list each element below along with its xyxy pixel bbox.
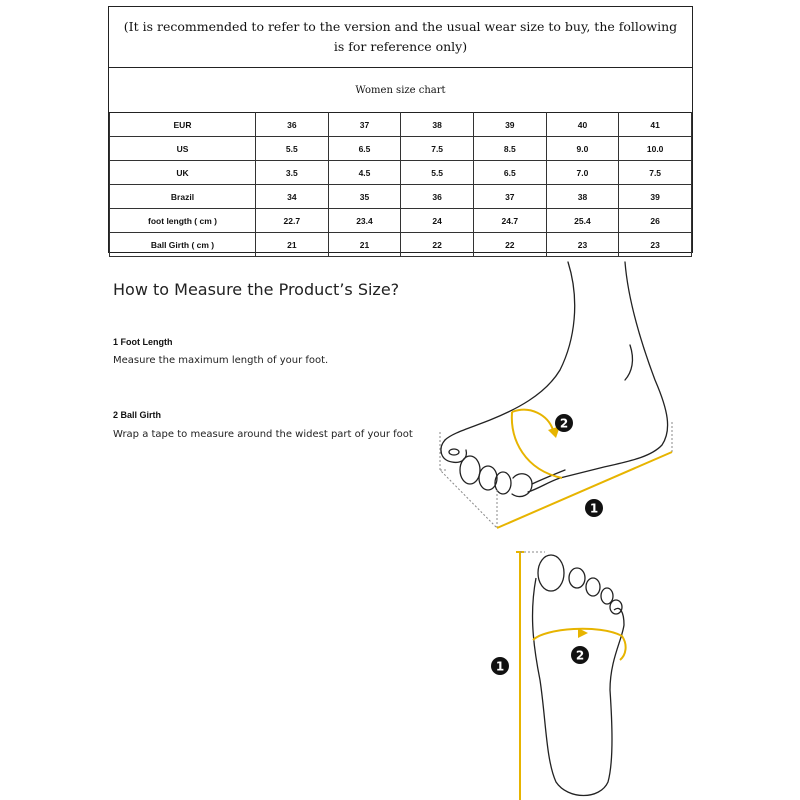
row-label: UK	[110, 161, 256, 185]
table-cell: 37	[328, 113, 401, 137]
table-cell: 26	[619, 209, 692, 233]
chart-title: Women size chart	[355, 84, 446, 96]
table-cell: 6.5	[328, 137, 401, 161]
row-label: Brazil	[110, 185, 256, 209]
table-cell: 37	[473, 185, 546, 209]
step-1-desc: Measure the maximum length of your foot.	[113, 355, 329, 366]
table-cell: 5.5	[256, 137, 329, 161]
table-cell: 23	[546, 233, 619, 257]
svg-text:1: 1	[589, 501, 599, 516]
table-cell: 23.4	[328, 209, 401, 233]
size-notice: (It is recommended to refer to the version and the usual wear size to buy, the following is for reference only)	[109, 7, 692, 68]
table-cell: 22	[473, 233, 546, 257]
table-cell: 6.5	[473, 161, 546, 185]
table-cell: 23	[619, 233, 692, 257]
step-2-title: 2 Ball Girth	[113, 410, 162, 420]
table-cell: 38	[401, 113, 474, 137]
table-cell: 24.7	[473, 209, 546, 233]
row-label: foot length ( cm )	[110, 209, 256, 233]
table-cell: 40	[546, 113, 619, 137]
table-cell: 9.0	[546, 137, 619, 161]
table-cell: 4.5	[328, 161, 401, 185]
row-label: US	[110, 137, 256, 161]
row-label: EUR	[110, 113, 256, 137]
step-1-title: 1 Foot Length	[113, 337, 173, 347]
table-cell: 8.5	[473, 137, 546, 161]
table-cell: 10.0	[619, 137, 692, 161]
table-cell: 5.5	[401, 161, 474, 185]
svg-text:1: 1	[495, 659, 505, 674]
guide-title: How to Measure the Product’s Size?	[113, 280, 400, 299]
table-cell: 3.5	[256, 161, 329, 185]
marker-2-sole	[571, 646, 589, 664]
step-2-desc: Wrap a tape to measure around the widest part of your foot	[113, 429, 413, 440]
foot-side-view-illustration	[441, 262, 668, 497]
table-cell: 39	[619, 185, 692, 209]
table-cell: 38	[546, 185, 619, 209]
row-label: Ball Girth ( cm )	[110, 233, 256, 257]
table-cell: 7.5	[619, 161, 692, 185]
table-cell: 36	[401, 185, 474, 209]
table-cell: 34	[256, 185, 329, 209]
marker-1-sole	[491, 657, 509, 675]
table-cell: 21	[256, 233, 329, 257]
table-cell: 41	[619, 113, 692, 137]
tape-measure-side	[497, 410, 672, 528]
table-cell: 21	[328, 233, 401, 257]
svg-text:2: 2	[575, 648, 585, 663]
foot-sole-view-illustration	[533, 555, 624, 796]
table-cell: 25.4	[546, 209, 619, 233]
marker-1-side	[585, 499, 603, 517]
table-cell: 22.7	[256, 209, 329, 233]
table-cell: 35	[328, 185, 401, 209]
table-cell: 24	[401, 209, 474, 233]
marker-2-side	[555, 414, 573, 432]
table-cell: 22	[401, 233, 474, 257]
table-cell: 7.5	[401, 137, 474, 161]
table-cell: 39	[473, 113, 546, 137]
svg-text:2: 2	[559, 416, 569, 431]
table-cell: 36	[256, 113, 329, 137]
table-cell: 7.0	[546, 161, 619, 185]
